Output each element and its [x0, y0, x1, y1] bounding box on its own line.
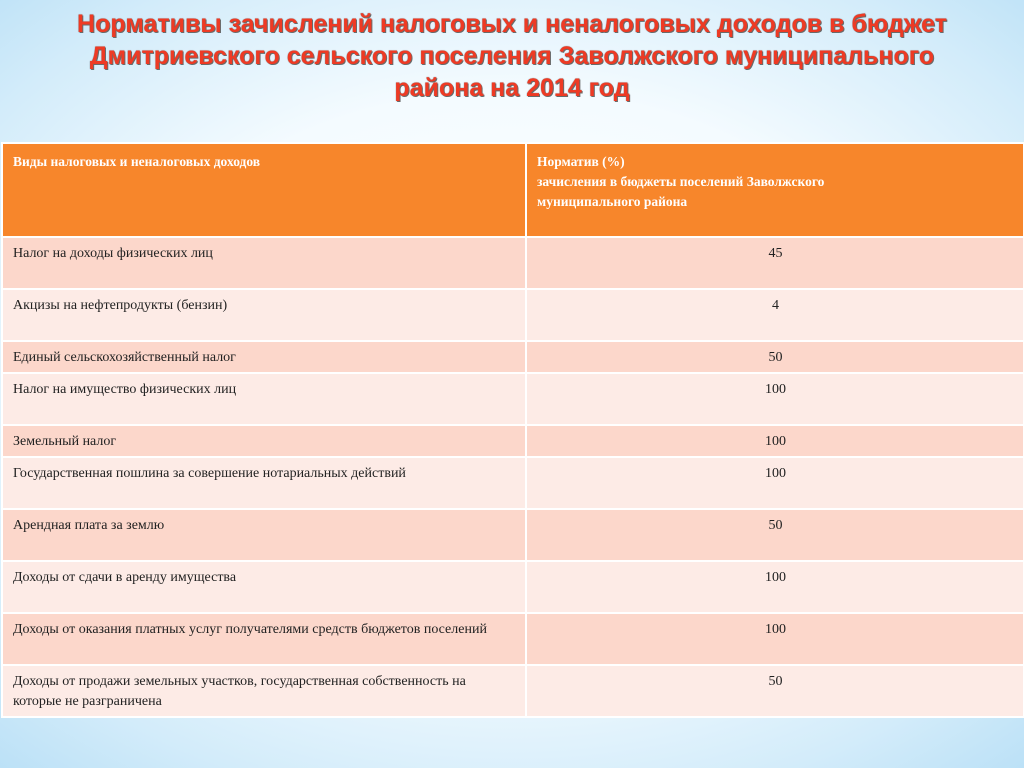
table-header-row: [2, 143, 1024, 237]
table-row: [2, 457, 1024, 509]
norm-value-cell: 45: [526, 237, 1024, 289]
table-row: [2, 341, 1024, 373]
table-row: [2, 613, 1024, 665]
header-income-type: Виды налоговых и неналоговых доходов: [2, 143, 526, 237]
income-type-cell: Налог на доходы физических лиц: [2, 237, 526, 289]
table-row: [2, 373, 1024, 425]
norm-value-cell: 4: [526, 289, 1024, 341]
slide-title: [0, 8, 1024, 104]
norm-value-cell: 50: [526, 509, 1024, 561]
norm-value-cell: 100: [526, 425, 1024, 457]
income-type-cell: Доходы от сдачи в аренду имущества: [2, 561, 526, 613]
norm-value-cell: 100: [526, 457, 1024, 509]
income-type-cell: Земельный налог: [2, 425, 526, 457]
table-row: [2, 425, 1024, 457]
header-norm-line-2: зачисления в бюджеты поселений Заволжского: [537, 174, 825, 189]
norms-table-container: [1, 142, 1023, 718]
income-type-cell: Единый сельскохозяйственный налог: [2, 341, 526, 373]
income-type-cell: Акцизы на нефтепродукты (бензин): [2, 289, 526, 341]
title-line-2: Дмитриевского сельского поселения Заволжского муниципального: [89, 42, 935, 70]
income-type-cell: Государственная пошлина за совершение нотариальных действий: [2, 457, 526, 509]
title-line-3: района на 2014 год: [394, 74, 630, 102]
table-row: [2, 665, 1024, 717]
income-type-cell: Доходы от продажи земельных участков, государственная собственность на которые не разграничена: [2, 665, 526, 717]
header-norm-line-1: Норматив (%): [537, 154, 625, 169]
income-type-cell: Доходы от оказания платных услуг получателями средств бюджетов поселений: [2, 613, 526, 665]
header-norm: [526, 143, 1024, 237]
income-type-cell: Арендная плата за землю: [2, 509, 526, 561]
norm-value-cell: 100: [526, 373, 1024, 425]
table-row: [2, 509, 1024, 561]
norm-value-cell: 100: [526, 561, 1024, 613]
norm-value-cell: 50: [526, 665, 1024, 717]
norms-table: [1, 142, 1024, 718]
table-row: [2, 561, 1024, 613]
norm-value-cell: 100: [526, 613, 1024, 665]
table-row: [2, 289, 1024, 341]
header-norm-line-3: муниципального района: [537, 194, 688, 209]
table-row: [2, 237, 1024, 289]
title-line-1: Нормативы зачислений налоговых и неналоговых доходов в бюджет: [77, 10, 947, 38]
norm-value-cell: 50: [526, 341, 1024, 373]
income-type-cell: Налог на имущество физических лиц: [2, 373, 526, 425]
